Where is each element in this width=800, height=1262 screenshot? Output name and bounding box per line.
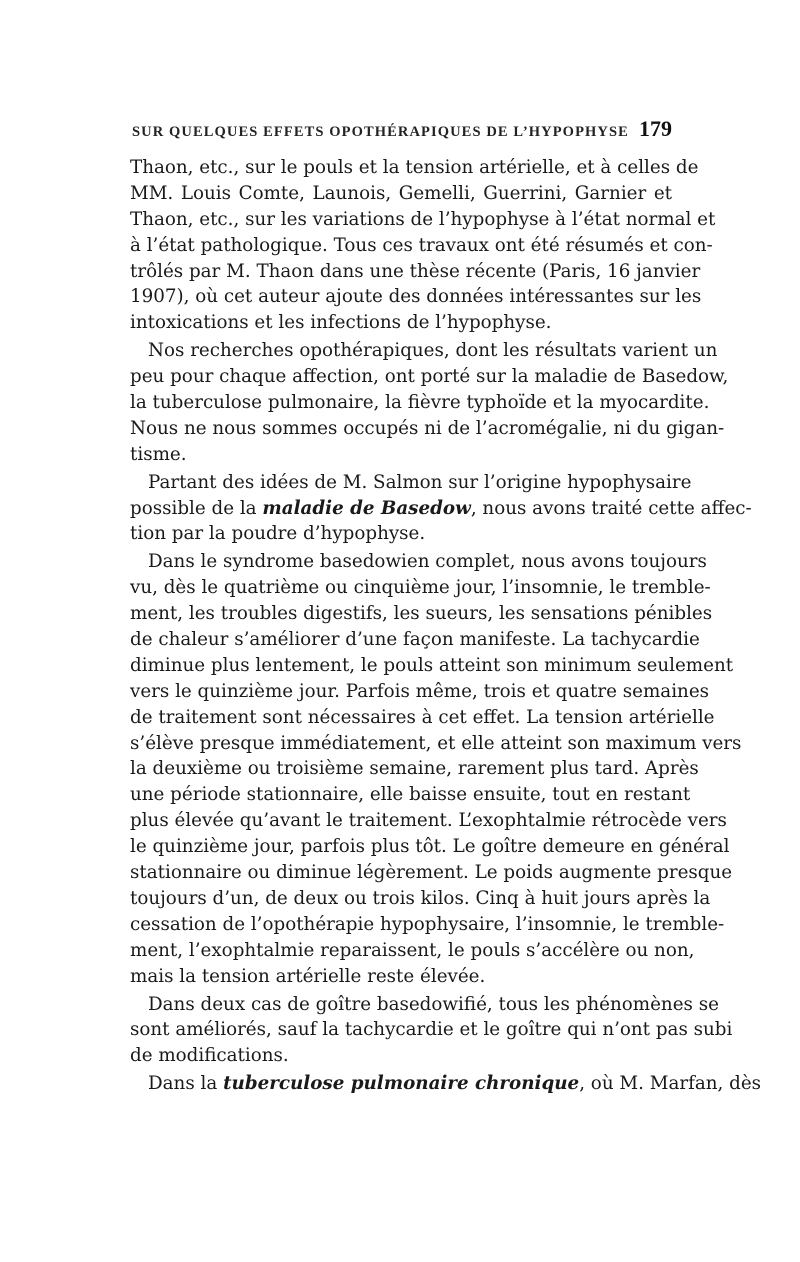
- paragraph-5: [130, 992, 733, 1070]
- text-line: tisme.: [130, 443, 187, 465]
- italic-term: tuberculose pulmonaire chronique: [223, 1073, 580, 1095]
- text-line: s’élève presque immédiatement, et elle atteint son maximum vers: [130, 732, 742, 754]
- text-line: de traitement sont nécessaires à cet effet. La tension artérielle: [130, 706, 715, 728]
- text-line-with-italic: [130, 496, 752, 522]
- text-line-with-italic: [130, 1071, 762, 1097]
- text-segment: , où M. Marfan, dès: [579, 1073, 762, 1095]
- text-line: diminue plus lentement, le pouls atteint son minimum seulement: [130, 654, 734, 676]
- text-line: peu pour chaque affection, ont porté sur la maladie de Basedow,: [130, 366, 729, 388]
- text-line: Nos recherches opothérapiques, dont les résultats varient un: [148, 340, 718, 362]
- text-line: Dans le syndrome basedowien complet, nous avons toujours: [148, 551, 707, 573]
- text-line: trôlés par M. Thaon dans une thèse récente (Paris, 16 janvier: [130, 260, 701, 282]
- body-text: [130, 155, 762, 1097]
- running-head: [132, 116, 672, 148]
- text-line: Partant des idées de M. Salmon sur l’origine hypophysaire: [148, 471, 692, 493]
- text-line: vu, dès le quatrième ou cinquième jour, l’insomnie, le tremble-: [130, 577, 711, 599]
- page-number: 179: [639, 116, 672, 141]
- text-line: Thaon, etc., sur les variations de l’hypophyse à l’état normal et: [130, 208, 716, 230]
- text-line: intoxications et les infections de l’hypophyse.: [130, 312, 552, 334]
- text-line: le quinzième jour, parfois plus tôt. Le goître demeure en général: [130, 836, 730, 858]
- text-segment: Dans la: [148, 1073, 224, 1095]
- text-segment: , nous avons traité cette affec-: [470, 497, 752, 519]
- text-line: ment, les troubles digestifs, les sueurs, les sensations pénibles: [130, 603, 713, 625]
- paragraph-2: [130, 338, 729, 467]
- text-line: 1907), où cet auteur ajoute des données intéressantes sur les: [130, 286, 702, 308]
- paragraph-4: [130, 549, 742, 989]
- text-line: plus élevée qu’avant le traitement. L’exophtalmie rétrocède vers: [130, 810, 727, 832]
- text-line: sont améliorés, sauf la tachycardie et le goître qui n’ont pas subi: [130, 1019, 733, 1041]
- text-line: cessation de l’opothérapie hypophysaire, l’insomnie, le tremble-: [130, 913, 725, 935]
- text-line: de chaleur s’améliorer d’une façon manifeste. La tachycardie: [130, 629, 700, 651]
- text-line: mais la tension artérielle reste élevée.: [130, 965, 486, 987]
- text-line: la deuxième ou troisième semaine, rarement plus tard. Après: [130, 758, 699, 780]
- italic-term: maladie de Basedow: [262, 497, 471, 519]
- text-line: stationnaire ou diminue légèrement. Le poids augmente presque: [130, 862, 733, 884]
- running-title: SUR QUELQUES EFFETS OPOTHÉRAPIQUES DE L’HYPOPHYSE: [132, 124, 629, 140]
- text-line: MM. Louis Comte, Launois, Gemelli, Guerrini, Garnier et: [130, 182, 672, 204]
- text-line: ment, l’exophtalmie reparaissent, le pouls s’accélère ou non,: [130, 939, 695, 961]
- text-line: tion par la poudre d’hypophyse.: [130, 523, 426, 545]
- text-line: de modifications.: [130, 1045, 289, 1067]
- text-segment: possible de la: [130, 497, 263, 519]
- text-line: toujours d’un, de deux ou trois kilos. Cinq à huit jours après la: [130, 887, 711, 909]
- text-line: Thaon, etc., sur le pouls et la tension artérielle, et à celles de: [130, 157, 699, 178]
- text-line: une période stationnaire, elle baisse ensuite, tout en restant: [130, 784, 691, 806]
- paragraph-3: [130, 470, 752, 548]
- text-line: vers le quinzième jour. Parfois même, trois et quatre semaines: [130, 680, 710, 702]
- text-line: à l’état pathologique. Tous ces travaux ont été résumés et con-: [130, 234, 713, 256]
- paragraph-6: [130, 1071, 762, 1097]
- paragraph-1: [130, 155, 716, 336]
- text-line: Dans deux cas de goître basedowifié, tous les phénomènes se: [148, 993, 719, 1015]
- text-line: Nous ne nous sommes occupés ni de l’acromégalie, ni du gigan-: [130, 417, 725, 439]
- text-line: la tuberculose pulmonaire, la fièvre typhoïde et la myocardite.: [130, 392, 710, 414]
